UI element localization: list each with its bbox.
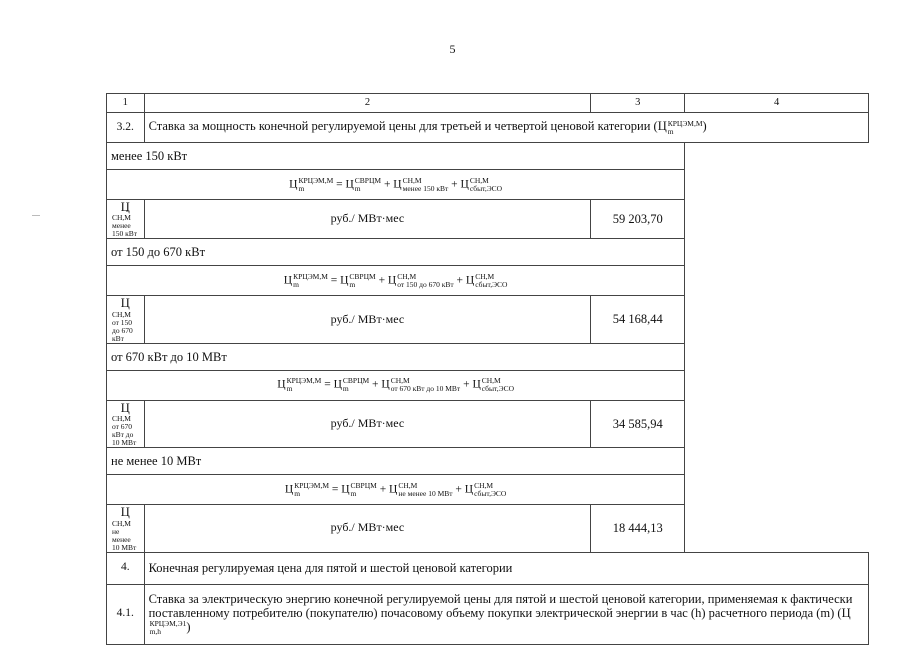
- header-col-1: 1: [107, 94, 145, 113]
- section-4-title: Конечная регулируемая цена для пятой и шестой ценовой категории: [144, 552, 868, 584]
- header-col-3: 3: [591, 94, 685, 113]
- value-row: [107, 400, 869, 447]
- header-col-2: 2: [144, 94, 591, 113]
- value-row: [107, 505, 869, 552]
- value-unit: руб./ МВт·мес: [144, 200, 591, 239]
- section-4-1-text: Ставка за электрическую энергию конечной регулируемой цены для пятой и шестой ценовой категории, применяемая к фактически поставленному потребителю (покупателю) почасовому объему покупки электрической энергии в час (h) расчетного периода (m) (Ц КРЦЭМ,Э1 m,h ): [144, 584, 868, 644]
- header-row: [107, 94, 869, 113]
- value-amount: 34 585,94: [591, 400, 685, 447]
- value-row: [107, 200, 869, 239]
- page-number: 5: [449, 42, 456, 56]
- section-4-number: 4.: [107, 552, 145, 584]
- group-label: не менее 10 МВт: [107, 448, 685, 475]
- value-amount: 18 444,13: [591, 505, 685, 552]
- group-label-row: [107, 143, 869, 170]
- section-3-2-title: Ставка за мощность конечной регулируемой цены для третьей и четвертой ценовой категории (Ц КРЦЭМ,М m ): [144, 113, 868, 143]
- price-formula: Ц КРЦЭМ,М m = Ц СВРЦМ m + Ц СН,М от 150 до 670 кВт + Ц СН,М сбыт,ЭСО: [107, 266, 685, 296]
- price-formula: Ц КРЦЭМ,М m = Ц СВРЦМ m + Ц СН,М менее 150 кВт + Ц СН,М сбыт,ЭСО: [107, 170, 685, 200]
- price-formula: Ц КРЦЭМ,М m = Ц СВРЦМ m + Ц СН,М не менее 10 МВт + Ц СН,М сбыт,ЭСО: [107, 475, 685, 505]
- price-formula: Ц КРЦЭМ,М m = Ц СВРЦМ m + Ц СН,М от 670 кВт до 10 МВт + Ц СН,М сбыт,ЭСО: [107, 370, 685, 400]
- formula-row: [107, 266, 869, 296]
- value-unit: руб./ МВт·мес: [144, 400, 591, 447]
- group-label: от 150 до 670 кВт: [107, 239, 685, 266]
- value-unit: руб./ МВт·мес: [144, 296, 591, 343]
- group-label: от 670 кВт до 10 МВт: [107, 343, 685, 370]
- formula-row: [107, 170, 869, 200]
- value-symbol: Ц СН,М от 150 до 670 кВт: [107, 296, 145, 343]
- section-3-2-number: 3.2.: [107, 113, 145, 143]
- section-4-1-number: 4.1.: [107, 584, 145, 644]
- group-label-row: [107, 448, 869, 475]
- scan-mark: [32, 215, 40, 216]
- formula-row: [107, 475, 869, 505]
- tariff-table: [106, 93, 869, 645]
- section-4-1-row: [107, 584, 869, 644]
- value-amount: 59 203,70: [591, 200, 685, 239]
- group-label-row: [107, 343, 869, 370]
- section-3-2-row: [107, 113, 869, 143]
- value-symbol: Ц СН,М не менее 10 МВт: [107, 505, 145, 552]
- value-row: [107, 296, 869, 343]
- value-symbol: Ц СН,М менее 150 кВт: [107, 200, 145, 239]
- group-label-row: [107, 239, 869, 266]
- value-unit: руб./ МВт·мес: [144, 505, 591, 552]
- header-col-4: 4: [685, 94, 869, 113]
- formula-row: [107, 370, 869, 400]
- value-symbol: Ц СН,М от 670 кВт до 10 МВт: [107, 400, 145, 447]
- value-amount: 54 168,44: [591, 296, 685, 343]
- group-label: менее 150 кВт: [107, 143, 685, 170]
- section-4-row: [107, 552, 869, 584]
